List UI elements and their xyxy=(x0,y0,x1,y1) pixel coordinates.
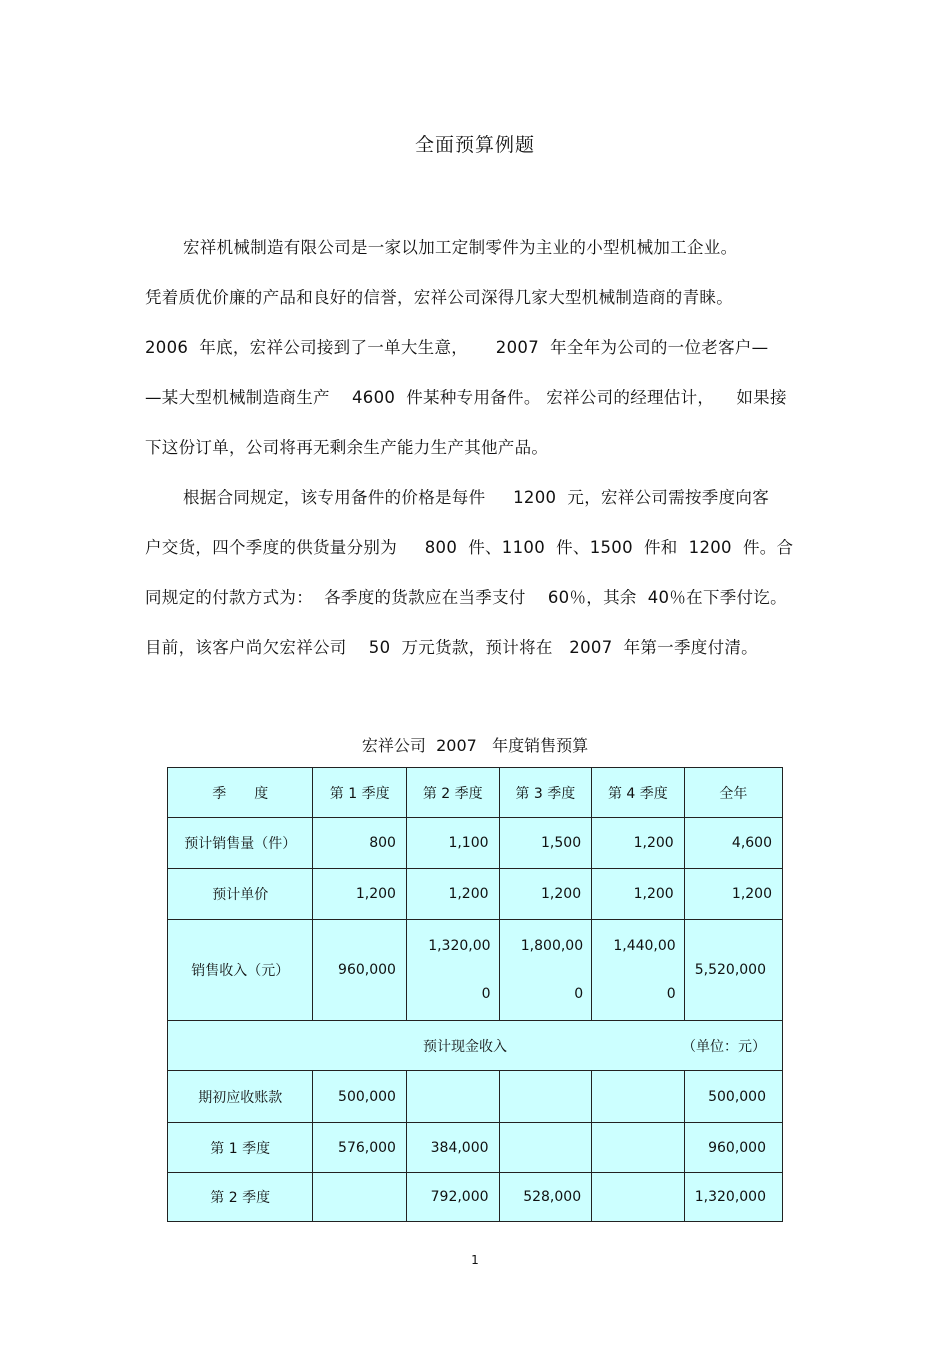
wrapped-value-part: 1,440,00 xyxy=(613,938,676,954)
table-cell xyxy=(499,920,592,1021)
header-cell: 全年 xyxy=(684,768,782,818)
table-cell: 1,500 xyxy=(499,818,592,869)
table-cell: 1,100 xyxy=(406,818,499,869)
table-row xyxy=(168,1173,783,1222)
row-label: 期初应收账款 xyxy=(168,1071,313,1123)
table-cell xyxy=(592,1123,685,1173)
paragraph-line: 下这份订单，公司将再无剩余生产能力生产其他产品。 xyxy=(145,438,549,457)
table-cell: 528,000 xyxy=(499,1173,592,1222)
table-cell: 4,600 xyxy=(684,818,782,869)
section-title: 预计现金收入 xyxy=(423,1038,507,1055)
table-cell xyxy=(313,1173,407,1222)
wrapped-value-part: 0 xyxy=(666,986,676,1002)
table-cell: 384,000 xyxy=(406,1123,499,1173)
table-header-row xyxy=(168,768,783,818)
table-caption: 宏祥公司 2007 年度销售预算 xyxy=(361,736,589,755)
header-cell: 第 3 季度 xyxy=(499,768,592,818)
row-label: 销售收入（元） xyxy=(168,920,313,1021)
table-row xyxy=(168,1071,783,1123)
row-label: 预计销售量（件） xyxy=(168,818,313,869)
paragraph-line: 凭着质优价廉的产品和良好的信誉，宏祥公司深得几家大型机械制造商的青睐。 xyxy=(145,288,733,307)
table-cell: 960,000 xyxy=(313,920,407,1021)
table-cell: 792,000 xyxy=(406,1173,499,1222)
unit-note: （单位：元） xyxy=(682,1038,766,1055)
paragraph-line: 2006 年底，宏祥公司接到了一单大生意， 2007 年全年为公司的一位老客户— xyxy=(145,338,769,357)
table-cell: 1,200 xyxy=(499,869,592,920)
row-label: 预计单价 xyxy=(168,869,313,920)
paragraph-line: 宏祥机械制造有限公司是一家以加工定制零件为主业的小型机械加工企业。 xyxy=(183,238,738,257)
paragraph-line: —某大型机械制造商生产 4600 件某种专用备件。 宏祥公司的经理估计， 如果接 xyxy=(145,388,787,407)
table-row xyxy=(168,869,783,920)
wrapped-value-part: 0 xyxy=(481,986,491,1002)
paragraph-line: 户交货，四个季度的供货量分别为 800 件、1100 件、1500 件和 1200 件。合 xyxy=(145,538,794,557)
table-cell: 800 xyxy=(313,818,407,869)
table-cell xyxy=(592,920,685,1021)
section-header-row xyxy=(168,1021,783,1071)
table-cell xyxy=(592,1071,685,1123)
table-cell: 1,200 xyxy=(592,818,685,869)
table-cell xyxy=(499,1123,592,1173)
paragraph-line: 同规定的付款方式为： 各季度的货款应在当季支付 60％，其余 40％在下季付讫。 xyxy=(145,588,787,607)
table-cell: 1,200 xyxy=(313,869,407,920)
header-cell: 季 度 xyxy=(168,768,313,818)
table-cell: 5,520,000 xyxy=(684,920,782,1021)
row-label: 第 2 季度 xyxy=(168,1173,313,1222)
wrapped-value-part: 0 xyxy=(574,986,584,1002)
table-cell xyxy=(406,1071,499,1123)
header-cell: 第 2 季度 xyxy=(406,768,499,818)
table-cell: 576,000 xyxy=(313,1123,407,1173)
table-row xyxy=(168,1123,783,1173)
table-cell: 960,000 xyxy=(684,1123,782,1173)
table-cell: 1,200 xyxy=(684,869,782,920)
table-row xyxy=(168,818,783,869)
sales-budget-table xyxy=(167,767,783,1222)
section-header-cell xyxy=(168,1021,783,1071)
table-cell: 500,000 xyxy=(684,1071,782,1123)
table-cell: 500,000 xyxy=(313,1071,407,1123)
document-title: 全面预算例题 xyxy=(414,134,535,156)
table-cell: 1,200 xyxy=(592,869,685,920)
table-cell: 1,320,000 xyxy=(684,1173,782,1222)
table-cell xyxy=(406,920,499,1021)
wrapped-value-part: 1,800,00 xyxy=(520,938,584,954)
row-label: 第 1 季度 xyxy=(168,1123,313,1173)
table-cell xyxy=(592,1173,685,1222)
paragraph-line: 根据合同规定，该专用备件的价格是每件 1200 元，宏祥公司需按季度向客 xyxy=(183,488,770,507)
table-row xyxy=(168,920,783,1021)
header-cell: 第 4 季度 xyxy=(592,768,685,818)
table-cell xyxy=(499,1071,592,1123)
table-cell: 1,200 xyxy=(406,869,499,920)
header-cell: 第 1 季度 xyxy=(313,768,407,818)
paragraph-line: 目前，该客户尚欠宏祥公司 50 万元货款，预计将在 2007 年第一季度付清。 xyxy=(145,638,758,657)
wrapped-value-part: 1,320,00 xyxy=(428,938,491,954)
page-number: 1 xyxy=(471,1253,479,1267)
